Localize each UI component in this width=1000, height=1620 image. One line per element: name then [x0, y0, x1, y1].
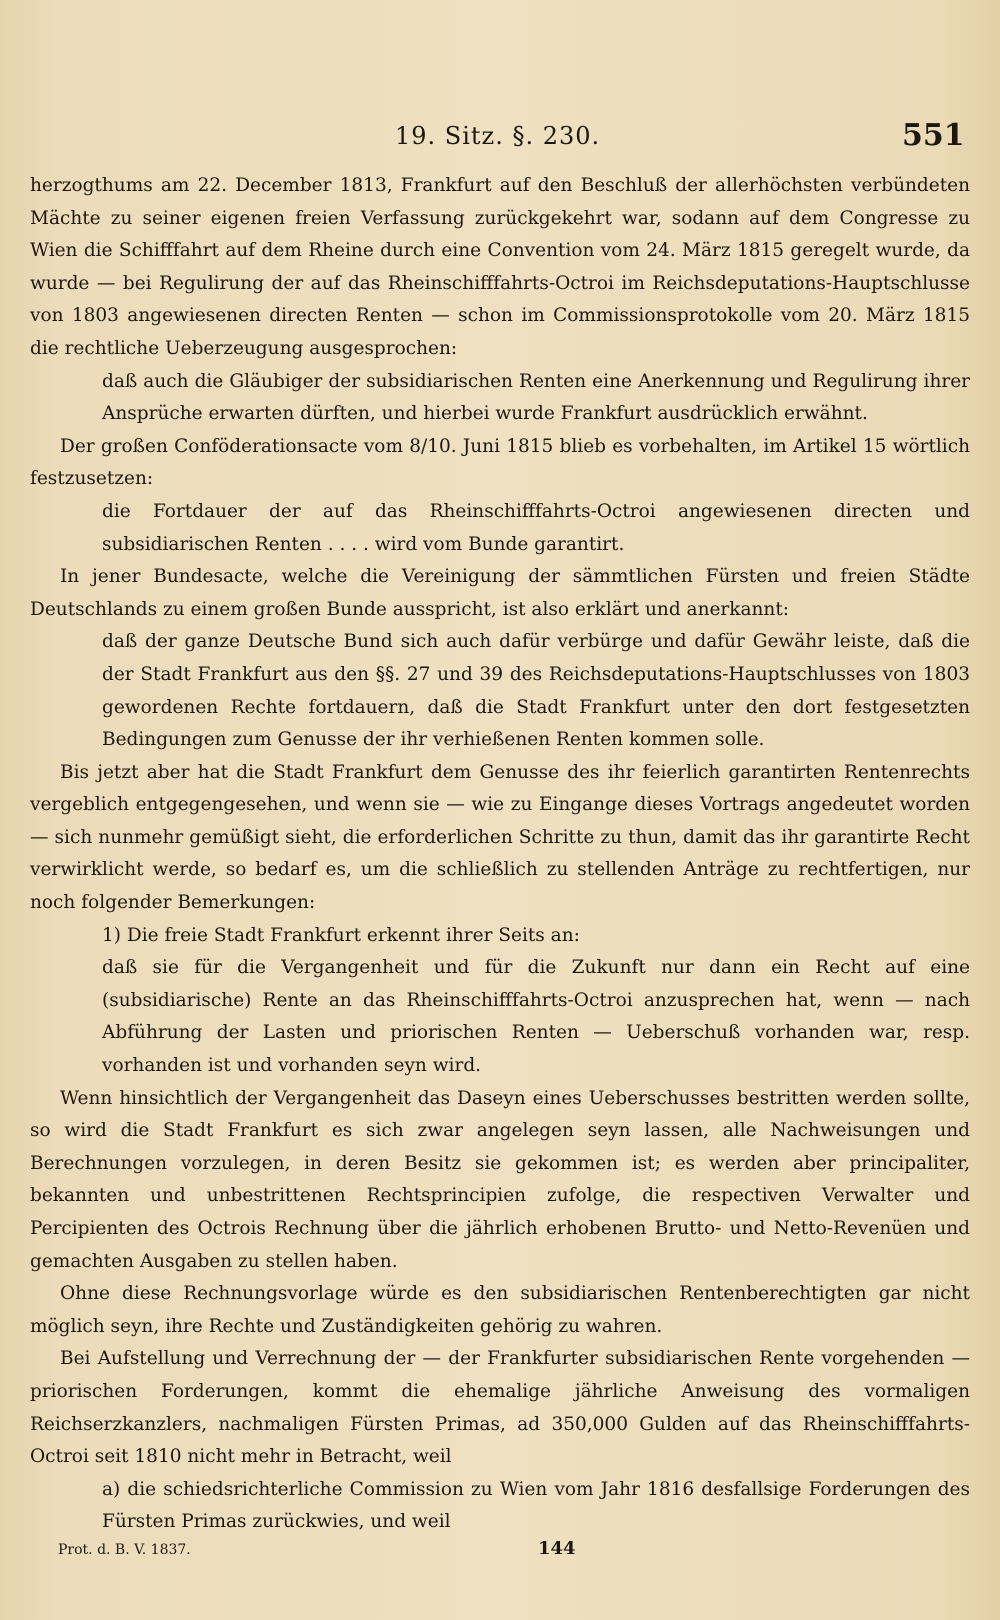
paragraph: Der großen Conföderationsacte vom 8/10. Juni 1815 blieb es vorbehalten, im Artikel 15 wörtlich festzusetzen: — [30, 435, 970, 490]
paragraph: Wenn hinsichtlich der Vergangenheit das Daseyn eines Ueberschusses bestritten werden sollte, so wird die Stadt Frankfurt es sich zwar angelegen seyn lassen, alle Nachweisungen und Berechnungen vorzulegen, in deren Besitz sie gekommen ist; es werden aber principaliter, bekannten und unbestrittenen Rechtsprincipien zufolge, die respectiven Verwalter und Percipienten des Octrois Rechnung über die jährlich erhobenen Brutto- und Netto-Revenüen und gemachten Ausgaben zu stellen haben. — [30, 1087, 970, 1272]
quoted-acknowledgement: daß sie für die Vergangenheit und für die Zukunft nur dann ein Recht auf eine (subsidiarische) Rente an das Rheinschifffahrts-Octroi anzusprechen hat, wenn — nach Abführung der Lasten und priorischen Renten — Ueberschuß vorhanden war, resp. vorhanden ist und vorhanden seyn wird. — [102, 957, 970, 1077]
paragraph: In jener Bundesacte, welche die Vereinigung der sämmtlichen Fürsten und freien Städte Deutschlands zu einem großen Bunde ausspricht, ist also erklärt und anerkannt: — [30, 566, 970, 620]
list-item-a: a) die schiedsrichterliche Commission zu Wien vom Jahr 1816 desfallsige Forderungen des Fürsten Primas zurückwies, und weil — [102, 1478, 970, 1533]
running-head: 19. Sitz. §. 230. — [395, 122, 601, 150]
quoted-article: die Fortdauer der auf das Rheinschifffahrts-Octroi angewiesenen directen und subsidiarischen Renten . . . . wird vom Bunde garantirt. — [102, 500, 970, 555]
paragraph: Bis jetzt aber hat die Stadt Frankfurt dem Genusse des ihr feierlich garantirten Rentenrechts vergeblich entgegengesehen, und wenn sie — wie zu Eingange dieses Vortrags angedeutet worden — sich nunmehr gemüßigt sieht, die erforderlichen Schritte zu thun, damit das ihr garantirte Recht verwirklicht werde, so bedarf es, um die schließlich zu stellenden Anträge zu rechtfertigen, nur noch folgender Bemerkungen: — [30, 761, 970, 914]
sheet-number: 144 — [538, 1538, 576, 1559]
page-number: 551 — [902, 118, 965, 153]
body-text — [30, 170, 970, 1539]
paragraph: Ohne diese Rechnungsvorlage würde es den subsidiarischen Rentenberechtigten gar nicht möglich seyn, ihre Rechte und Zuständigkeiten gehörig zu wahren. — [30, 1283, 970, 1337]
quoted-declaration: daß der ganze Deutsche Bund sich auch dafür verbürge und dafür Gewähr leiste, daß die der Stadt Frankfurt aus den §§. 27 und 39 des Reichsdeputations-Hauptschlusses von 1803 gewordenen Rechte fortdauern, daß die Stadt Frankfurt unter den dort festgesetzten Bedingungen zum Genusse der ihr verhießenen Renten kommen solle. — [102, 631, 970, 751]
quoted-statement: daß auch die Gläubiger der subsidiarischen Renten eine Anerkennung und Regulirung ihrer Ansprüche erwarten dürften, und hierbei wurde Frankfurt ausdrücklich erwähnt. — [102, 370, 970, 425]
page-header — [0, 118, 1000, 158]
paragraph: Bei Aufstellung und Verrechnung der — der Frankfurter subsidiarischen Rente vorgehenden — priorischen Forderungen, kommt die ehemalige jährliche Anweisung des vormaligen Reichserzkanzlers, nachmaligen Fürsten Primas, ad 350,000 Gulden auf das Rheinschifffahrts-Octroi seit 1810 nicht mehr in Betracht, weil — [30, 1348, 970, 1468]
paragraph-continuation: herzogthums am 22. December 1813, Frankfurt auf den Beschluß der allerhöchsten verbündeten Mächte zu seiner eigenen freien Verfassung zurückgekehrt war, sodann auf dem Congresse zu Wien die Schifffahrt auf dem Rheine durch eine Convention vom 24. März 1815 geregelt wurde, da wurde — bei Regulirung der auf das Rheinschifffahrts-Octroi im Reichsdeputations-Hauptschlusse von 1803 angewiesenen directen Renten — schon im Commissionsprotokolle vom 20. März 1815 die rechtliche Ueberzeugung ausgesprochen: — [30, 175, 970, 359]
numbered-point: 1) Die freie Stadt Frankfurt erkennt ihrer Seits an: — [102, 924, 580, 946]
page-footer — [0, 1538, 1000, 1568]
printer-signature: Prot. d. B. V. 1837. — [58, 1542, 191, 1558]
